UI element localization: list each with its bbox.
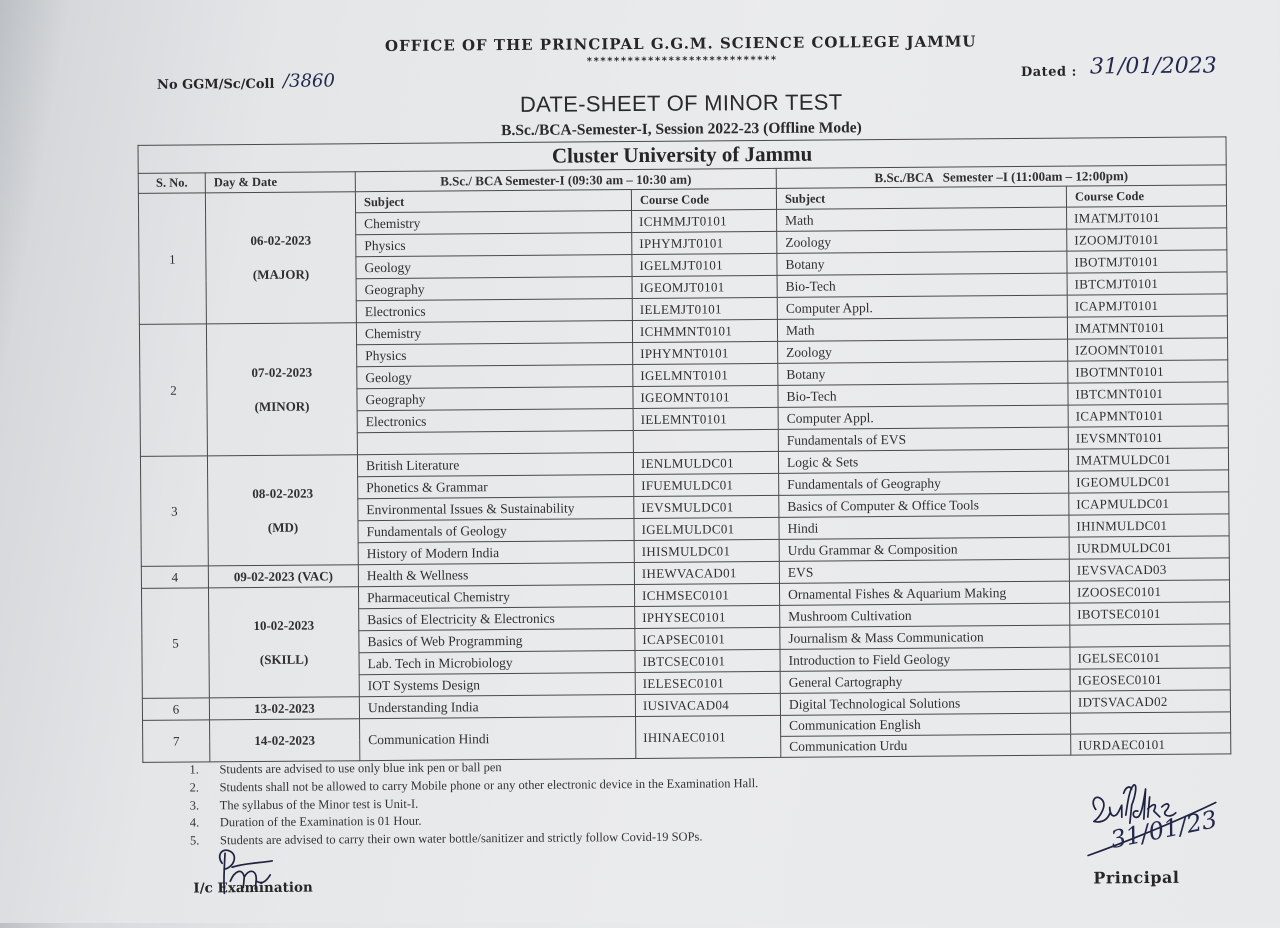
session1-subject-cell: Phonetics & Grammar [358,475,634,499]
session2-course-code-cell: IBTCMJT0101 [1067,272,1227,295]
exam-date-cell [209,697,359,720]
session2-subject-cell: Communication Urdu [781,734,1071,757]
serial-number-cell: 3 [140,456,208,567]
session2-subject-cell: General Cartography [780,669,1070,693]
session1-course-code-cell: IPHYSEC0101 [635,605,780,628]
session1-subject-cell: Electronics [356,299,632,323]
reference-number-handwritten: /3860 [282,70,335,92]
examination-incharge-label: I/c Examination [193,879,313,897]
session1-subject-cell: British Literature [357,453,633,477]
session1-course-code-cell: IBTCSEC0101 [635,649,780,672]
signature-stroke [232,861,272,867]
session2-subject-cell: Hindi [779,515,1069,539]
session2-subject-cell: Mushroom Cultivation [780,603,1070,627]
exam-date: 14-02-2023 [254,732,316,748]
instruction-text: Students shall not be allowed to carry Mobile phone or any other electronic device in the Examination Hall. [219,775,759,795]
session2-subject-cell: Math [777,317,1067,341]
session2-subject-cell: Digital Technological Solutions [780,691,1070,715]
exam-date-cell [207,455,358,566]
session2-course-code-cell: IGEOMULDC01 [1069,470,1229,493]
session1-course-code-cell: ICHMSEC0101 [634,583,779,606]
session1-course-code-cell: ICAPSEC0101 [635,627,780,650]
session1-course-code-cell: IEVSMULDC01 [634,495,779,518]
session1-course-code-cell: IFUEMULDC01 [634,473,779,496]
session1-course-code-cell: IELESEC0101 [635,671,780,694]
session2-subject-cell: Botany [778,361,1068,385]
university-name: Cluster University of Jammu [138,137,1226,174]
session1-course-code-cell: IGELMJT0101 [632,253,777,276]
session1-subject-cell [357,431,633,455]
instruction-number: 1. [189,762,199,777]
exam-category: (MD) [267,519,299,535]
serial-number-cell: 2 [139,324,207,457]
session1-subject-cell: Physics [356,233,632,257]
session2-course-code-cell: ICAPMULDC01 [1069,492,1229,515]
session2-course-code-cell: IBTCMNT0101 [1068,382,1228,405]
principal-label: Principal [1093,867,1180,888]
exam-category: (MAJOR) [252,266,310,283]
serial-number-cell: 7 [143,720,210,763]
session2-subject-cell: Fundamentals of Geography [779,471,1069,495]
session2-course-code-cell: IEVSMNT0101 [1068,426,1228,449]
document-subtitle: B.Sc./BCA-Semester-I, Session 2022-23 (Offline Mode) [501,119,862,140]
session2-subject-cell: Logic & Sets [778,449,1068,473]
session2-course-code-cell: ICAPMNT0101 [1068,404,1228,427]
session1-course-code-cell: IPHYMJT0101 [632,231,777,254]
session1-course-code-cell: IELEMNT0101 [633,407,778,430]
session1-subject-cell: Environmental Issues & Sustainability [358,497,634,521]
session1-course-code-cell: IGELMNT0101 [633,363,778,386]
session2-course-code-cell: IMATMJT0101 [1067,206,1227,229]
session1-subject-cell: Geology [357,365,633,389]
exam-date-cell [206,323,357,456]
day-date-header: Day & Date [205,172,355,193]
instruction-number: 4. [189,815,200,830]
session2-course-code-cell: IURDAEC0101 [1071,733,1231,755]
session1-course-code-cell: ICHMMNT0101 [632,319,777,342]
session1-course-code-cell: IPHYMNT0101 [633,341,778,364]
session1-subject-cell: Electronics [357,409,633,433]
session2-subject-cell: Bio-Tech [777,273,1067,297]
session1-subject-header: Subject [355,190,631,213]
serial-number-header: S. No. [138,173,205,194]
session1-course-code-cell: IUSIVACAD04 [635,693,780,716]
session1-subject-cell: IOT Systems Design [359,673,635,697]
exam-date: 08-02-2023 [252,485,314,501]
session2-course-code-cell: IMATMNT0101 [1067,316,1227,339]
serial-number-cell: 6 [142,698,209,721]
instruction-number: 2. [189,780,199,795]
serial-number-cell: 1 [138,193,206,325]
session1-course-code-cell: ICHMMJT0101 [632,209,777,232]
session1-subject-cell: Lab. Tech in Microbiology [359,651,635,675]
signature-stroke [1110,805,1122,817]
session1-course-code-cell: IENLMULDC01 [633,451,778,474]
session1-subject-cell: Geology [356,255,632,279]
session1-course-code-cell: IGEOMNT0101 [633,385,778,408]
session1-subject-cell: Chemistry [356,321,632,345]
exam-date-cell [210,719,360,762]
session1-subject-cell: Physics [357,343,633,367]
session2-course-code-cell: IBOTMNT0101 [1068,360,1228,383]
session1-subject-cell: Geography [356,277,632,301]
signature-stroke [1148,797,1160,817]
session2-subject-cell: Fundamentals of EVS [778,427,1068,451]
session2-course-code-header: Course Code [1066,185,1226,207]
session2-subject-cell: EVS [779,559,1069,583]
session2-course-code-cell: IZOOMNT0101 [1068,338,1228,361]
session1-course-code-cell: IELEMJT0101 [632,297,777,320]
dated-label: Dated : [1020,64,1077,80]
session2-subject-cell: Zoology [777,229,1067,253]
session2-subject-header: Subject [776,186,1066,209]
session1-subject-cell: Understanding India [359,695,635,719]
session1-subject-cell: Basics of Electricity & Electronics [359,607,635,631]
session1-header: B.Sc./ BCA Semester-I (09:30 am – 10:30 am) [355,168,776,191]
reference-number-label: No GGM/Sc/Coll [156,76,275,93]
office-title: OFFICE OF THE PRINCIPAL G.G.M. SCIENCE COLLEGE JAMMU [384,32,977,55]
session1-subject-cell: History of Modern India [358,541,634,565]
session2-subject-cell: Botany [777,251,1067,275]
principal-signature-date: 31/01/23 [1108,805,1220,855]
instruction-text: Students are advised to carry their own water bottle/sanitizer and strictly follow Covid-19 SOPs. [219,829,703,848]
session2-course-code-cell: IEVSVACAD03 [1069,558,1229,581]
session2-header: B.Sc./BCA Semester –I (11:00am – 12:00pm) [776,165,1226,189]
session1-subject-cell: Communication Hindi [360,717,636,761]
instruction-text: The syllabus of the Minor test is Unit-I. [219,796,419,812]
date-sheet-body [138,137,1231,763]
exam-date-cell [205,192,356,324]
instruction-number: 5. [189,833,200,848]
session1-course-code-cell: IHISMULDC01 [634,539,779,562]
session1-subject-cell: Health & Wellness [358,563,634,587]
session1-subject-cell: Pharmaceutical Chemistry [358,585,634,609]
instruction-text: Students are advised to use only blue ink pen or ball pen [219,760,502,777]
serial-number-cell: 4 [141,566,208,589]
instruction-text: Duration of the Examination is 01 Hour. [219,814,422,830]
session1-subject-cell: Fundamentals of Geology [358,519,634,543]
session1-course-code-cell: IGEOMJT0101 [632,275,777,298]
exam-date: 13-02-2023 [254,700,315,716]
session2-course-code-cell: IDTSVACAD02 [1070,690,1230,713]
session2-course-code-cell: IHINMULDC01 [1069,514,1229,537]
session2-course-code-cell: IURDMULDC01 [1069,536,1229,559]
exam-date: 06-02-2023 [250,232,312,249]
exam-date-cell [208,565,358,588]
session2-subject-cell: Journalism & Mass Communication [780,625,1070,649]
session1-course-code-cell: IHINAEC0101 [636,715,781,758]
exam-date: 09-02-2023 (VAC) [233,567,333,584]
session2-course-code-cell: IGEOSEC0101 [1070,668,1230,691]
serial-number-cell: 5 [141,588,209,699]
session2-course-code-cell: ICAPMJT0101 [1067,294,1227,317]
session2-subject-cell: Communication English [781,713,1071,736]
session2-subject-cell: Computer Appl. [778,405,1068,429]
session2-subject-cell: Math [777,207,1067,231]
session1-course-code-cell [633,429,778,452]
session1-subject-cell: Geography [357,387,633,411]
session2-subject-cell: Ornamental Fishes & Aquarium Making [779,581,1069,605]
session1-course-code-header: Course Code [631,188,776,210]
session2-course-code-cell [1070,624,1230,647]
instructions-list [189,757,758,850]
session1-subject-cell: Chemistry [356,211,632,235]
session1-course-code-cell: IGELMULDC01 [634,517,779,540]
date-sheet-table [138,136,1232,763]
session2-course-code-cell: IZOOSEC0101 [1069,580,1229,603]
exam-date: 10-02-2023 [253,617,315,633]
signature-stroke [1093,797,1110,822]
session2-subject-cell: Computer Appl. [777,295,1067,319]
session2-subject-cell: Urdu Grammar & Composition [779,537,1069,561]
exam-category: (MINOR) [254,398,310,414]
document-title: DATE-SHEET OF MINOR TEST [519,89,843,117]
session2-subject-cell: Bio-Tech [778,383,1068,407]
session2-course-code-cell: IMATMULDC01 [1068,448,1228,471]
session2-course-code-cell [1070,712,1230,734]
session2-course-code-cell: IBOTMJT0101 [1067,250,1227,273]
exam-category: (SKILL) [259,651,309,667]
session2-course-code-cell: IBOTSEC0101 [1070,602,1230,625]
exam-date-cell [208,587,359,698]
session2-course-code-cell: IGELSEC0101 [1070,646,1230,669]
title-underline-asterisks: **************************** [586,54,778,68]
instruction-number: 3. [189,798,200,813]
session1-subject-cell: Basics of Web Programming [359,629,635,653]
session2-subject-cell: Zoology [778,339,1068,363]
exam-date: 07-02-2023 [251,364,313,380]
session1-course-code-cell: IHEWVACAD01 [634,561,779,584]
session2-course-code-cell: IZOOMJT0101 [1067,228,1227,251]
session2-subject-cell: Basics of Computer & Office Tools [779,493,1069,517]
dated-value-handwritten: 31/01/2023 [1089,53,1217,80]
session2-subject-cell: Introduction to Field Geology [780,647,1070,671]
